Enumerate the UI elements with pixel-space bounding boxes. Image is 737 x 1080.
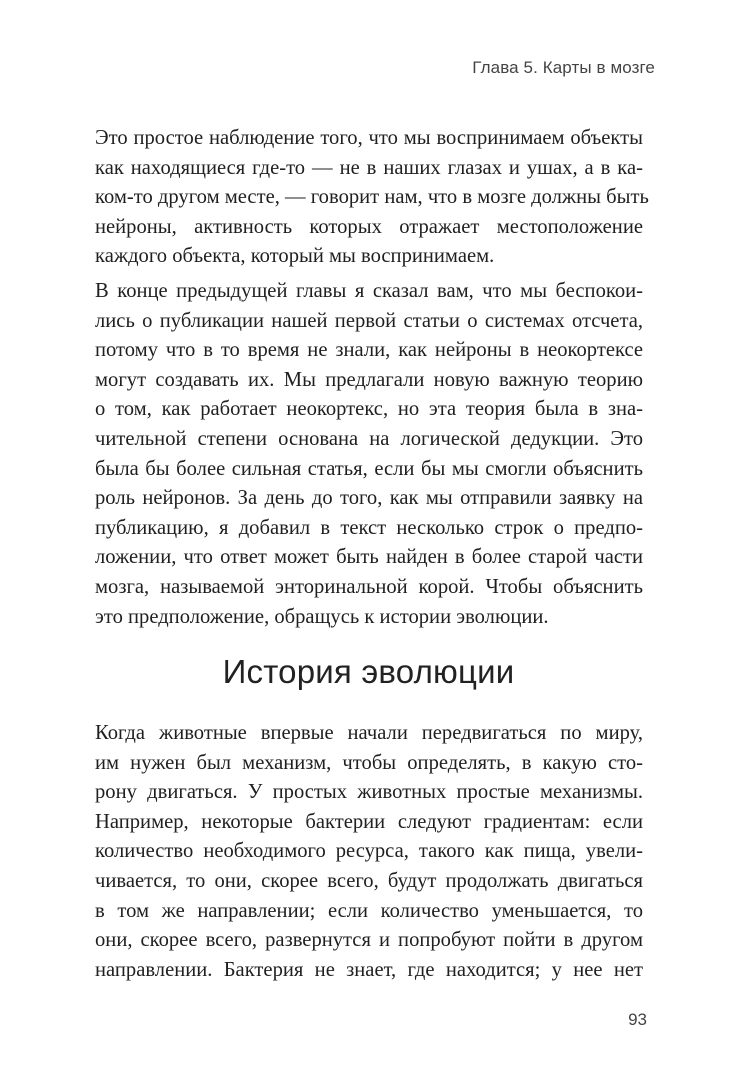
text-line: могут создавать их. Мы предлагали новую важную теорию [95,368,643,391]
text-line: Когда животные впервые начали передвигаться по миру, [95,722,643,744]
text-line: ком-то другом месте, — говорит нам, что в мозге должны быть [95,186,649,209]
text-line: это предположение, обращусь к истории эволюции. [95,605,549,628]
text-line: чительной степени основана на логической дедукции. Это [95,427,643,450]
text-line: роль нейронов. За день до того, как мы отправили заявку на [95,487,643,510]
text-line: чивается, то они, скорее всего, будут продолжать двигаться [95,869,643,892]
paragraph-1 [95,124,649,272]
text-line: направлении. Бактерия не знает, где находится; у нее нет [95,958,643,981]
text-line: мозга, называемой энторинальной корой. Чтобы объяснить [95,575,643,598]
text-line: в том же направлении; если количество уменьшается, то [95,899,643,922]
text-line: лись о публикации нашей первой статьи о системах отсчета, [95,309,643,332]
page-number: 93 [628,1010,647,1029]
running-head-chapter-title: Глава 5. Карты в мозге [472,58,655,77]
text-line: как находящиеся где-то — не в наших глазах и ушах, а в ка- [95,156,643,179]
text-line: количество необходимого ресурса, такого как пища, увели- [95,840,643,863]
text-line: каждого объекта, который мы воспринимаем. [95,245,495,268]
text-line: публикацию, я добавил в текст несколько строк о предпо- [95,516,643,539]
text-line: была бы более сильная статья, если бы мы смогли объяснить [95,457,643,480]
text-line: Например, некоторые бактерии следуют градиентам: если [95,810,643,833]
text-line: нейроны, активность которых отражает местоположение [95,215,643,238]
paragraph-2 [95,277,643,632]
text-line: им нужен был механизм, чтобы определять, в какую сто- [95,751,643,774]
text-line: рону двигаться. У простых животных простые механизмы. [95,781,643,804]
text-line: ложении, что ответ может быть найден в более старой части [95,546,643,569]
text-line: В конце предыдущей главы я сказал вам, что мы беспокои- [95,280,643,302]
paragraph-3 [95,719,643,985]
text-line: потому что в то время не знали, как нейроны в неокортексе [95,339,643,362]
text-line: о том, как работает неокортекс, но эта теория была в зна- [95,398,643,421]
text-line: Это простое наблюдение того, что мы воспринимаем объекты [95,127,643,149]
section-heading: История эволюции [222,653,515,690]
text-line: они, скорее всего, развернутся и попробуют пойти в другом [95,929,643,952]
